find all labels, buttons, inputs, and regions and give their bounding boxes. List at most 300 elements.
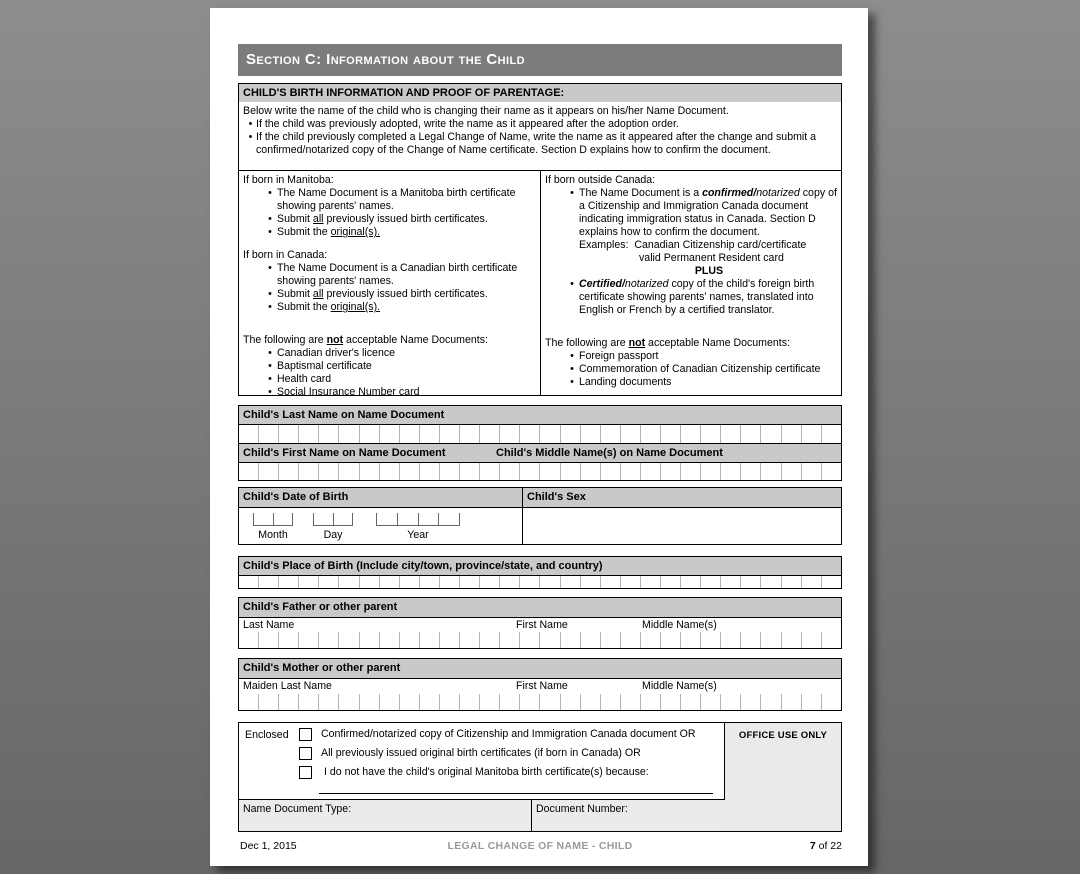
comb-cell [418,513,439,526]
comb-cell [379,576,399,588]
checkbox-no-certificate[interactable] [299,766,312,779]
enclosed-table [238,722,842,832]
comb-cell [419,576,439,588]
mother-name-field[interactable] [239,679,841,710]
comb-cell [258,576,278,588]
enclosed-label: Enclosed [245,729,289,741]
comb-cell [801,425,821,442]
dob-field-area [239,508,522,545]
year-label: Year [407,529,429,541]
tick-cell [258,694,278,710]
text-segment: The following are [243,334,327,346]
tick-cell [519,694,539,710]
bullet-dot: • [248,131,253,143]
bullet-dot: • [268,288,272,300]
comb-cell [439,425,459,442]
bullet-item [243,262,535,288]
comb-cell [253,513,273,526]
comb-cell [720,425,740,442]
office-use-only-box [725,723,841,831]
tick-cell [600,694,620,710]
comb-cell [680,576,700,588]
page-footer [238,840,842,855]
bullet-item [545,363,838,376]
footer-page-number [810,840,842,852]
text-segment: The following are [545,337,629,349]
text-segment: Submit [277,288,313,300]
sex-header [523,488,841,508]
tick-cell [720,694,740,710]
bullet-item [243,213,535,226]
father-name-field[interactable] [239,618,841,648]
spacer [243,324,535,334]
bullet-text [579,376,838,389]
comb-cell [318,576,338,588]
bullet-text [579,187,838,239]
first-name-label: Child's First Name on Name Document [243,446,446,459]
comb-cell [760,425,780,442]
bullet-text [579,363,838,376]
month-label: Month [258,529,288,541]
tick-cell [821,632,841,648]
comb-cell [399,463,419,480]
father-header [239,598,841,618]
checkbox-original-certificates[interactable] [299,747,312,760]
comb-cell [499,425,519,442]
tick-cell [379,632,399,648]
bullet-text [277,213,535,226]
comb-cell [333,513,354,526]
tick-cell [278,632,298,648]
dob-sex-table [238,487,842,545]
text-segment: Commemoration of Canadian Citizenship certificate [579,363,821,375]
comb-cell [740,463,760,480]
comb-cell [720,463,740,480]
bullet-dot: • [248,118,253,130]
tick-cell [379,694,399,710]
comb-cell [298,463,318,480]
comb-cell [560,463,580,480]
tick-cell [620,694,640,710]
enclosed-option-label: All previously issued original birth certificates (if born in Canada) OR [321,747,641,759]
name-document-type-label: Name Document Type: [243,803,352,815]
tick-cell [298,694,318,710]
tick-cell [399,632,419,648]
tick-cell [760,632,780,648]
father-name-ticks [239,632,841,648]
text-segment: Submit [277,213,313,225]
enclosed-section [239,723,725,831]
comb-cell [620,463,640,480]
bullet-dot: • [570,278,574,290]
bullet-item [545,187,838,239]
first-middle-name-header [239,444,841,463]
tick-cell [318,694,338,710]
instruction-line: Below write the name of the child who is changing their name as it appears on his/her Name Document. [243,105,729,117]
enclosed-option-label: I do not have the child's original Manitoba birth certificate(s) because: [324,766,649,778]
comb-cell [620,425,640,442]
sex-cell [523,488,841,544]
footer-page-current: 7 [809,840,816,852]
tick-cell [720,632,740,648]
comb-cell [519,576,539,588]
comb-cell [313,513,333,526]
tick-cell [479,694,499,710]
enclosed-option-label: Confirmed/notarized copy of Citizenship and Immigration Canada document OR [321,728,696,740]
text-segment: Health card [277,373,332,385]
office-use-only-label: OFFICE USE ONLY [738,730,828,741]
comb-cell [298,576,318,588]
comb-cell [720,576,740,588]
bullet-item [243,288,535,301]
dob-year-field[interactable] [376,513,460,526]
enclosed-option-row [299,728,696,741]
dob-month-field[interactable] [253,513,293,526]
text-segment: confirmed/ [702,187,757,199]
father-table [238,597,842,649]
comb-cell [338,576,358,588]
tick-cell [620,632,640,648]
bullet-dot: • [570,376,574,388]
bullet-text [579,350,838,363]
bullet-dot: • [268,347,272,359]
comb-cell [821,576,841,588]
tick-cell [239,632,258,648]
text-segment: copy of a Citizenship and Immigration Canada document indicating immigration status in Canada. Section D explains how to confirm the document. [579,187,837,238]
comb-cell [640,576,660,588]
text-segment: previously issued birth certificates. [323,288,488,300]
dob-cell [239,488,523,544]
text-segment: Social Insurance Number card [277,386,420,398]
last-name-header [239,406,841,425]
mother-middle-name-label: Middle Name(s) [642,680,717,692]
text-segment: original(s). [330,301,381,313]
comb-cell [680,463,700,480]
tick-cell [479,632,499,648]
tick-cell [499,694,519,710]
bullet-item [545,350,838,363]
comb-cell [580,576,600,588]
tick-cell [560,694,580,710]
instruction-line: If born outside Canada: [545,174,656,186]
text-segment: notarized [624,278,669,290]
comb-cell [740,425,760,442]
bullet-item [243,226,535,239]
comb-cell [278,463,298,480]
dob-header [239,488,522,508]
instruction-line: If born in Canada: [243,249,328,261]
text-segment: notarized [756,187,800,199]
tick-cell [740,632,760,648]
comb-cell [459,463,479,480]
document-number-label: Document Number: [536,803,628,815]
comb-cell [740,576,760,588]
bullet-text [277,386,535,399]
bullet-item [243,386,535,399]
intro-instructions [238,102,842,171]
tick-cell [519,632,539,648]
bullet-text [277,226,535,239]
text-segment: If the child was previously adopted, write the name as it appeared after the adoption order. [256,118,679,130]
text-segment: Baptismal certificate [277,360,372,372]
bullet-text [579,278,838,317]
father-label: Child's Father or other parent [243,601,398,613]
bullet-text [277,360,535,373]
place-of-birth-label: Child's Place of Birth (Include city/town, province/state, and country) [243,560,603,572]
tick-cell [439,694,459,710]
tick-cell [660,694,680,710]
comb-cell [359,425,379,442]
dob-day-field[interactable] [313,513,353,526]
comb-cell [379,463,399,480]
bullet-item [243,187,535,213]
tick-cell [640,632,660,648]
rules-born-outside-canada-column [541,171,843,395]
tick-cell [700,632,720,648]
bullet-text [277,373,535,386]
tick-cell [359,694,379,710]
comb-cell [560,576,580,588]
comb-cell [298,425,318,442]
bullet-dot: • [268,213,272,225]
comb-cell [539,425,559,442]
comb-cell [479,425,499,442]
comb-cell [760,576,780,588]
tick-cell [338,632,358,648]
comb-cell [359,576,379,588]
place-of-birth-header [239,557,841,576]
child-name-table [238,405,842,481]
text-segment: Submit the [277,226,331,238]
comb-cell [560,425,580,442]
father-last-name-label: Last Name [243,619,295,631]
footer-page-total: of 22 [815,840,842,852]
enclosed-option-row [299,747,641,760]
form-page [210,8,868,866]
instruction-line [243,334,535,347]
comb-cell [278,425,298,442]
instruction-line [545,337,838,350]
comb-cell [258,425,278,442]
birth-info-header [238,83,842,104]
bullet-dot: • [268,386,272,398]
text-segment: all [312,288,324,300]
bullet-dot: • [268,226,272,238]
bullet-text [256,118,835,131]
bullet-item [545,376,838,389]
text-segment: The Name Document is a Canadian birth certificate showing parents' names. [277,262,518,287]
comb-cell [438,513,460,526]
tick-cell [419,632,439,648]
text-segment: acceptable Name Documents: [645,337,790,349]
text-segment: copy of the child's foreign birth certificate showing parents' names, translated into English or French by a certified translator. [579,278,815,316]
day-label: Day [323,529,343,541]
tick-cell [580,694,600,710]
comb-cell [600,576,620,588]
text-segment: all [312,213,324,225]
document-number-field[interactable] [532,800,725,831]
comb-cell [318,425,338,442]
tick-cell [760,694,780,710]
place-of-birth-comb-field[interactable] [239,576,841,588]
mother-name-ticks [239,694,841,710]
comb-cell [359,463,379,480]
text-segment: Foreign passport [579,350,659,362]
bullet-item [243,131,835,157]
comb-cell [459,425,479,442]
last-name-label: Child's Last Name on Name Document [243,409,445,421]
tick-cell [680,632,700,648]
spacer [545,317,838,327]
tick-cell [258,632,278,648]
comb-cell [781,463,801,480]
comb-cell [519,425,539,442]
bullet-text [277,187,535,213]
footer-title: LEGAL CHANGE OF NAME - CHILD [447,840,633,852]
tick-cell [680,694,700,710]
bullet-text [277,347,535,360]
comb-cell [278,576,298,588]
tick-cell [359,632,379,648]
instruction-line: PLUS [694,265,724,277]
tick-cell [781,694,801,710]
comb-cell [700,425,720,442]
comb-cell [439,576,459,588]
bullet-text [256,131,835,157]
tick-cell [560,632,580,648]
bullet-item [243,360,535,373]
text-segment: If the child previously completed a Legal Change of Name, write the name as it appeared after the change and submit a confirmed/notarized copy of the Change of Name certificate. Section D explains how to confirm the document. [256,131,817,156]
tick-cell [459,694,479,710]
last-name-comb-field[interactable] [239,425,841,443]
comb-cell [801,463,821,480]
comb-cell [439,463,459,480]
comb-cell [660,576,680,588]
tick-cell [781,632,801,648]
document-info-row [239,799,725,831]
because-write-in-line[interactable] [319,792,713,794]
comb-cell [379,425,399,442]
comb-cell [479,576,499,588]
place-of-birth-table [238,556,842,589]
section-c-header [238,44,842,76]
tick-cell [459,632,479,648]
bullet-item [243,301,535,314]
bullet-dot: • [268,373,272,385]
comb-cell [580,463,600,480]
comb-cell [640,463,660,480]
comb-cell [239,576,258,588]
comb-cell [459,576,479,588]
bullet-dot: • [268,187,272,199]
bullet-dot: • [268,262,272,274]
tick-cell [660,632,680,648]
text-segment: original(s). [330,226,381,238]
comb-cell [700,463,720,480]
comb-cell [397,513,418,526]
comb-cell [499,463,519,480]
section-c-title: Section C: Information about the Child [246,51,525,68]
tick-cell [580,632,600,648]
mother-table [238,658,842,711]
text-segment: previously issued birth certificates. [323,213,488,225]
comb-cell [338,463,358,480]
bullet-item [243,347,535,360]
comb-cell [258,463,278,480]
comb-cell [801,576,821,588]
bullet-item [243,373,535,386]
tick-cell [700,694,720,710]
bullet-dot: • [570,187,574,199]
bullet-text [277,301,535,314]
tick-cell [318,632,338,648]
comb-cell [600,425,620,442]
spacer [243,314,535,324]
comb-cell [640,425,660,442]
bullet-item [545,278,838,317]
tick-cell [801,694,821,710]
spacer [243,239,535,249]
text-segment: Canadian driver's licence [277,347,396,359]
comb-cell [781,576,801,588]
comb-cell [239,425,258,442]
text-segment: Submit the [277,301,331,313]
comb-cell [700,576,720,588]
text-segment: not [628,337,646,349]
text-segment: The Name Document is a Manitoba birth certificate showing parents' names. [277,187,516,212]
tick-cell [419,694,439,710]
comb-cell [539,463,559,480]
comb-cell [419,425,439,442]
child-sex-field[interactable] [523,508,841,545]
comb-cell [239,463,258,480]
mother-label: Child's Mother or other parent [243,662,401,674]
tick-cell [399,694,419,710]
footer-date: Dec 1, 2015 [240,840,297,852]
tick-cell [801,632,821,648]
tick-cell [539,632,559,648]
birth-rules-box [238,170,842,396]
tick-cell [499,632,519,648]
rules-born-in-canada-column [239,171,541,398]
comb-cell [781,425,801,442]
name-document-type-field[interactable] [239,800,532,831]
bullet-text [277,262,535,288]
mother-maiden-name-label: Maiden Last Name [243,680,332,692]
tick-cell [821,694,841,710]
checkbox-confirmed-copy[interactable] [299,728,312,741]
comb-cell [821,463,841,480]
comb-cell [539,576,559,588]
comb-cell [580,425,600,442]
comb-cell [760,463,780,480]
birth-info-header-label: CHILD'S BIRTH INFORMATION AND PROOF OF PARENTAGE: [243,87,565,99]
tick-cell [298,632,318,648]
middle-name-label: Child's Middle Name(s) on Name Document [496,446,723,459]
dob-label: Child's Date of Birth [243,491,349,503]
comb-cell [376,513,397,526]
comb-cell [419,463,439,480]
comb-cell [680,425,700,442]
comb-cell [660,425,680,442]
tick-cell [239,694,258,710]
comb-cell [273,513,294,526]
comb-cell [338,425,358,442]
text-segment: Certified/ [579,278,625,290]
first-middle-name-comb-field[interactable] [239,463,841,480]
bullet-dot: • [268,301,272,313]
bullet-dot: • [570,350,574,362]
